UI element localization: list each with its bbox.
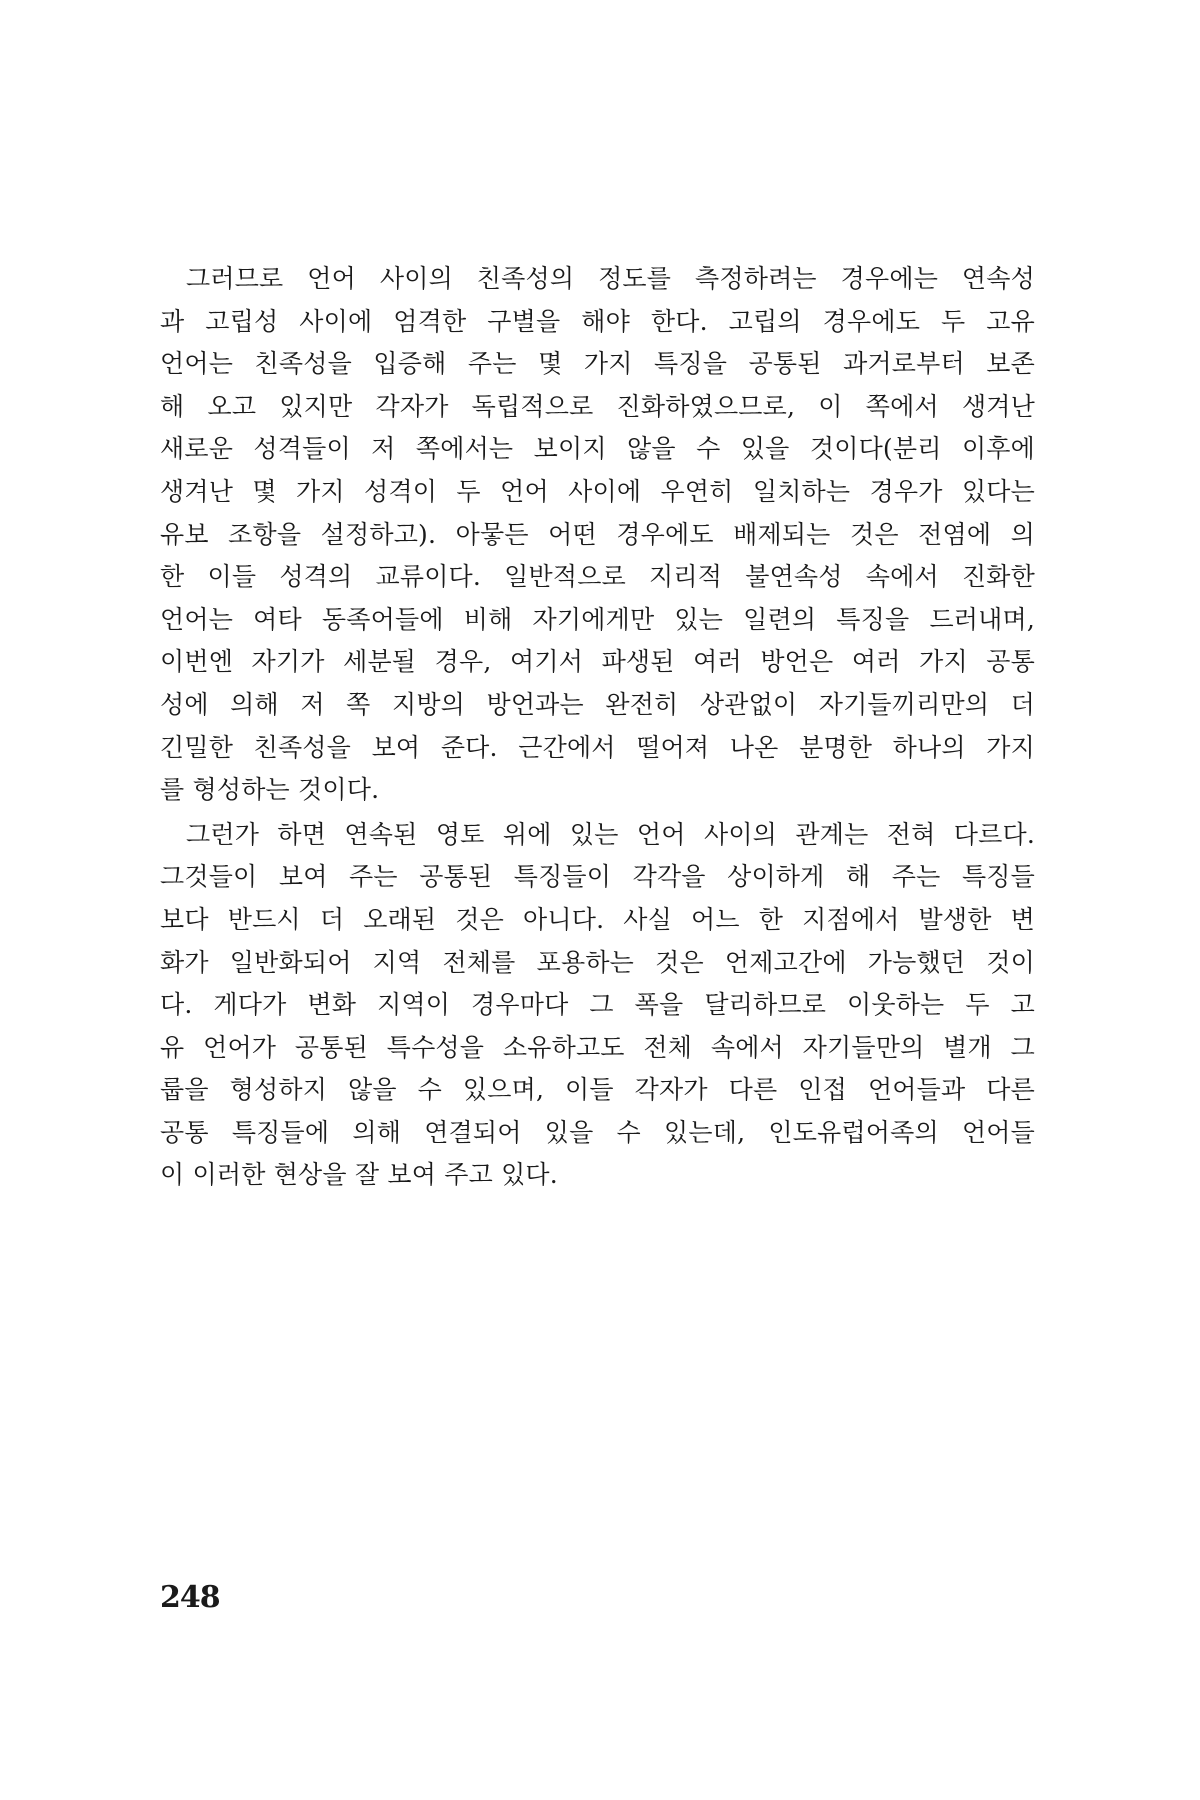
text-line: 보다 반드시 더 오래된 것은 아니다. 사실 어느 한 지점에서 발생한 변 bbox=[160, 904, 1035, 934]
text-line: 이 이러한 현상을 잘 보여 주고 있다. bbox=[160, 1160, 558, 1190]
text-line: 긴밀한 친족성을 보여 준다. 근간에서 떨어져 나온 분명한 하나의 가지 bbox=[160, 732, 1035, 762]
text-line: 유 언어가 공통된 특수성을 소유하고도 전체 속에서 자기들만의 별개 그 bbox=[160, 1032, 1035, 1062]
page-number: 248 bbox=[160, 1580, 220, 1615]
paragraph-2 bbox=[160, 814, 1035, 1197]
text-line: 화가 일반화되어 지역 전체를 포용하는 것은 언제고간에 가능했던 것이 bbox=[160, 947, 1035, 977]
text-line: 그런가 하면 연속된 영토 위에 있는 언어 사이의 관계는 전혀 다르다. bbox=[186, 819, 1035, 849]
text-line: 과 고립성 사이에 엄격한 구별을 해야 한다. 고립의 경우에도 두 고유 bbox=[160, 306, 1035, 336]
text-line: 해 오고 있지만 각자가 독립적으로 진화하였으므로, 이 쪽에서 생겨난 bbox=[160, 391, 1035, 421]
paragraph-1 bbox=[160, 258, 1035, 812]
text-line: 그러므로 언어 사이의 친족성의 정도를 측정하려는 경우에는 연속성 bbox=[186, 264, 1035, 293]
text-line: 그것들이 보여 주는 공통된 특징들이 각각을 상이하게 해 주는 특징들 bbox=[160, 862, 1035, 892]
text-line: 언어는 여타 동족어들에 비해 자기에게만 있는 일련의 특징을 드러내며, bbox=[160, 604, 1035, 634]
text-line: 언어는 친족성을 입증해 주는 몇 가지 특징을 공통된 과거로부터 보존 bbox=[160, 349, 1035, 379]
text-line: 새로운 성격들이 저 쪽에서는 보이지 않을 수 있을 것이다(분리 이후에 bbox=[160, 434, 1035, 464]
text-line: 한 이들 성격의 교류이다. 일반적으로 지리적 불연속성 속에서 진화한 bbox=[160, 562, 1035, 592]
text-line: 성에 의해 저 쪽 지방의 방언과는 완전히 상관없이 자기들끼리만의 더 bbox=[160, 689, 1035, 719]
text-line: 유보 조항을 설정하고). 아뭏든 어떤 경우에도 배제되는 것은 전염에 의 bbox=[160, 519, 1035, 549]
text-line: 생겨난 몇 가지 성격이 두 언어 사이에 우연히 일치하는 경우가 있다는 bbox=[160, 476, 1035, 506]
body-text bbox=[160, 258, 1035, 1197]
text-line: 공통 특징들에 의해 연결되어 있을 수 있는데, 인도유럽어족의 언어들 bbox=[160, 1117, 1035, 1147]
text-line: 를 형성하는 것이다. bbox=[160, 775, 380, 805]
text-line: 다. 게다가 변화 지역이 경우마다 그 폭을 달리하므로 이웃하는 두 고 bbox=[160, 990, 1035, 1020]
text-line: 룹을 형성하지 않을 수 있으며, 이들 각자가 다른 인접 언어들과 다른 bbox=[160, 1075, 1035, 1105]
text-line: 이번엔 자기가 세분될 경우, 여기서 파생된 여러 방언은 여러 가지 공통 bbox=[160, 647, 1035, 677]
